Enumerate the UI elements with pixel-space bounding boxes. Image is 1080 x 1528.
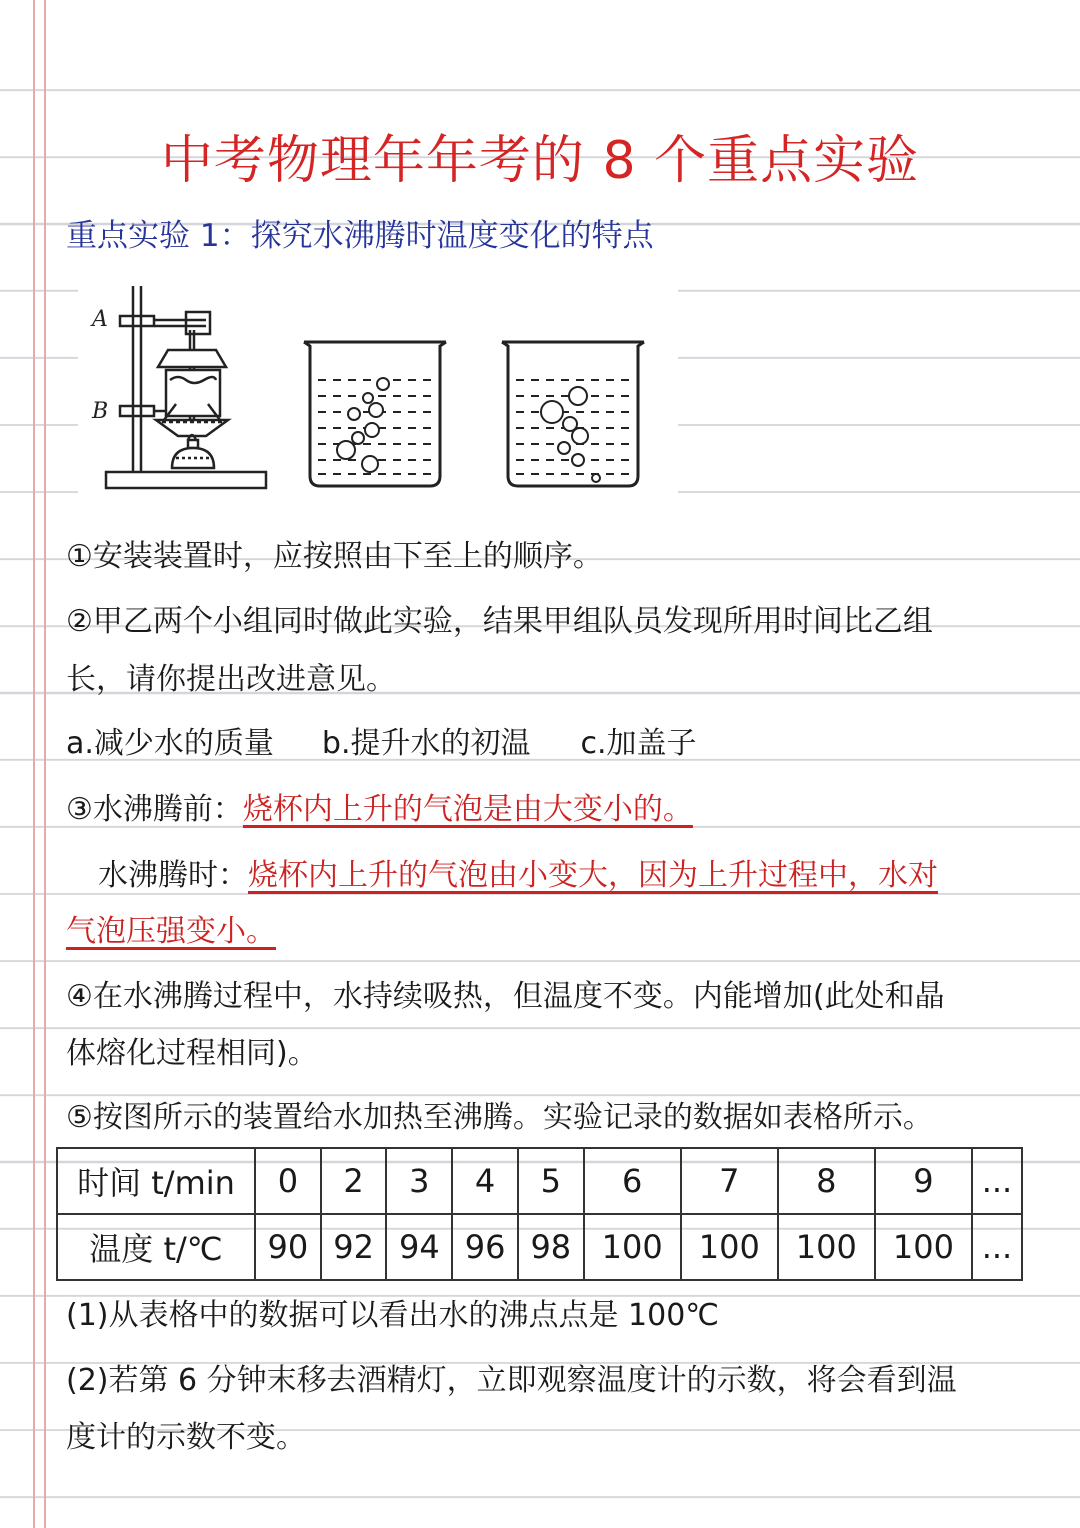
temperature-table <box>56 1147 1023 1281</box>
item-4-line-1: ④在水沸腾过程中，水持续吸热，但温度不变。内能增加(此处和晶 <box>66 979 945 1014</box>
table-cell: 8 <box>778 1148 875 1214</box>
question-1: (1)从表格中的数据可以看出水的沸点点是 100℃ <box>66 1298 719 1333</box>
table-cell: 0 <box>255 1148 321 1214</box>
option-c: c.加盖子 <box>580 726 697 761</box>
question-2-line-1: (2)若第 6 分钟末移去酒精灯，立即观察温度计的示数，将会看到温 <box>66 1363 957 1398</box>
table-cell: 3 <box>386 1148 452 1214</box>
item-3b <box>98 856 938 896</box>
table-cell: 7 <box>681 1148 778 1214</box>
apparatus-illustration <box>78 272 678 512</box>
table-cell: 98 <box>518 1214 584 1280</box>
experiment-subtitle: 重点实验 1：探究水沸腾时温度变化的特点 <box>66 218 654 254</box>
improvement-options <box>66 724 697 764</box>
table-cell: 5 <box>518 1148 584 1214</box>
table-header-temperature: 温度 t/℃ <box>57 1214 255 1280</box>
table-cell: 6 <box>584 1148 681 1214</box>
option-a: a.减少水的质量 <box>66 726 274 761</box>
margin-line-left <box>33 0 35 1528</box>
item-2-line-2: 长，请你提出改进意见。 <box>66 662 396 697</box>
item-3-label: ③水沸腾前： <box>66 792 243 827</box>
table-cell: 2 <box>321 1148 387 1214</box>
margin-line-right <box>44 0 46 1528</box>
table-row-time <box>57 1148 1022 1214</box>
table-cell: ... <box>972 1148 1022 1214</box>
item-3 <box>66 790 693 830</box>
table-cell: 94 <box>386 1214 452 1280</box>
table-cell: 96 <box>452 1214 518 1280</box>
option-b: b.提升水的初温 <box>321 726 531 761</box>
table-cell: 100 <box>681 1214 778 1280</box>
item-3-answer: 烧杯内上升的气泡是由大变小的。 <box>242 792 693 827</box>
item-3b-answer-line-2: 气泡压强变小。 <box>66 914 276 949</box>
item-5: ⑤按图所示的装置给水加热至沸腾。实验记录的数据如表格所示。 <box>66 1100 933 1135</box>
table-cell: 9 <box>875 1148 972 1214</box>
item-1: ①安装装置时，应按照由下至上的顺序。 <box>66 539 603 574</box>
table-cell: ... <box>972 1214 1022 1280</box>
table-cell: 100 <box>584 1214 681 1280</box>
item-3b-label: 水沸腾时： <box>98 858 248 893</box>
label-b: B <box>92 399 109 424</box>
item-4-line-2: 体熔化过程相同)。 <box>66 1036 318 1071</box>
apparatus-figure <box>78 272 678 512</box>
table-cell: 4 <box>452 1148 518 1214</box>
item-3b-line-2 <box>66 912 276 952</box>
page-title: 中考物理年年考的 8 个重点实验 <box>160 131 920 191</box>
label-a: A <box>92 307 108 332</box>
question-2-line-2: 度计的示数不变。 <box>66 1420 306 1455</box>
table-cell: 92 <box>321 1214 387 1280</box>
table-row-temperature <box>57 1214 1022 1280</box>
item-2-line-1: ②甲乙两个小组同时做此实验，结果甲组队员发现所用时间比乙组 <box>66 604 933 639</box>
table-cell: 100 <box>778 1214 875 1280</box>
item-3b-answer-line-1: 烧杯内上升的气泡由小变大，因为上升过程中，水对 <box>248 858 938 893</box>
table-header-time: 时间 t/min <box>57 1148 255 1214</box>
table-cell: 90 <box>255 1214 321 1280</box>
table-cell: 100 <box>875 1214 972 1280</box>
